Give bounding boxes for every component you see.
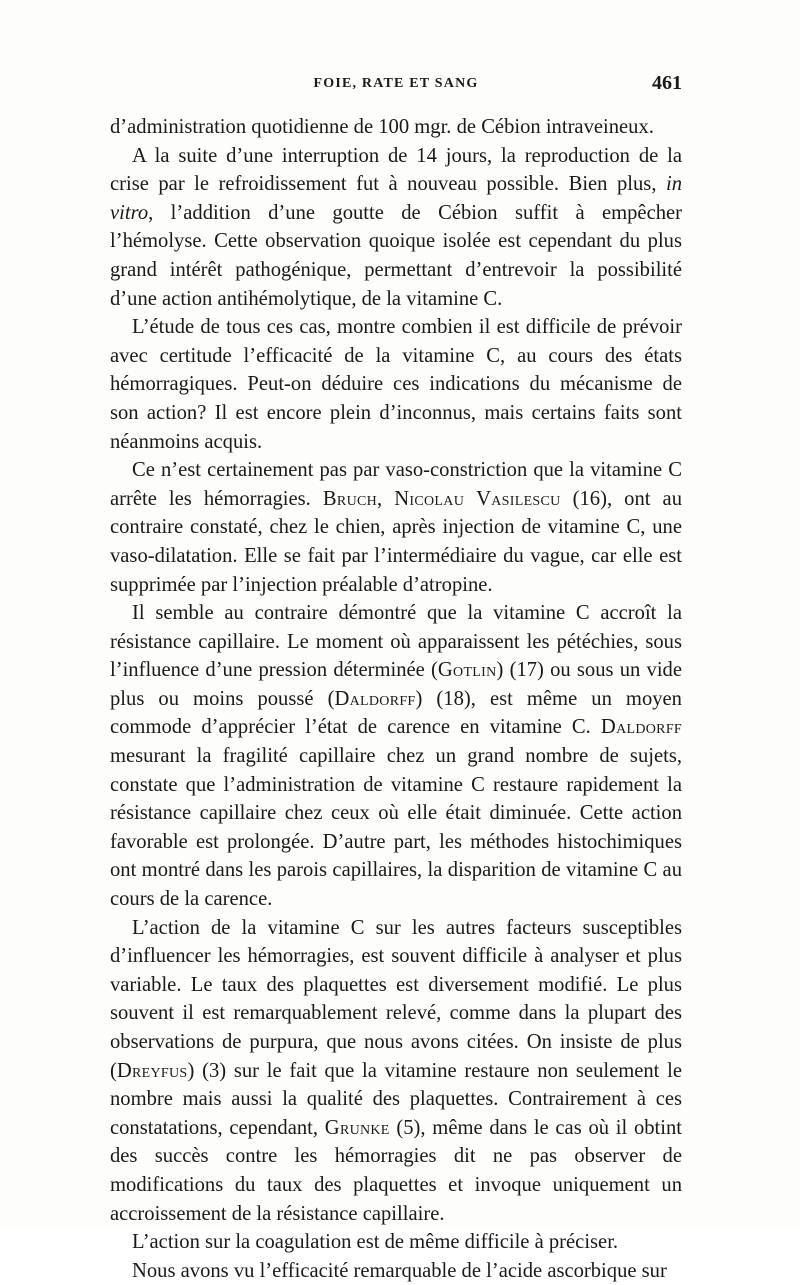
author-name: Nicolau Vasilescu [394,487,561,510]
author-name: Grunke [324,1116,390,1139]
text-run: (5), même dans le cas où il obtint des succès contre les hémorragies dit ne pas observer de modifications du taux des plaquettes et invoque uniquement un accroissement de la résistance capillaire. [110,1116,682,1225]
running-title: FOIE, RATE ET SANG [313,76,479,91]
running-header [110,72,682,102]
text-run: mesurant la fragilité capillaire chez un grand nombre de sujets, constate que l’administration de vitamine C restaure rapidement la résistance capillaire chez ceux où elle était diminuée. Cette action favorable est prolongée. D’autre part, les méthodes histochimiques ont montré dans les parois capillaires, la disparition de vitamine C au cours de la carence. [110,745,682,911]
text-run: L’étude de tous ces cas, montre combien il est difficile de prévoir avec certitude l’efficacité de la vitamine C, au cours des états hémorragiques. Peut-on déduire ces indications du mécanisme de son action? Il est encore plein d’inconnus, mais certains faits sont néanmoins acquis. [110,316,682,453]
paragraph [110,1257,682,1285]
author-name: Daldorff [600,716,682,739]
text-run: Ce n’est certainement pas par vaso-constriction que la vitamine C arrête les hémorragies. [110,459,682,510]
author-name: Dreyfus [116,1059,188,1082]
paragraph [110,313,682,456]
paragraph [110,1228,682,1257]
text-run: A la suite d’une interruption de 14 jours, la reproduction de la crise par le refroidissement fut à nouveau possible. Bien plus, [110,144,682,196]
text-run: L’action de la vitamine C sur les autres facteurs susceptibles d’influencer les hémorragies, est souvent difficile à analyser et plus variable. Le taux des plaquettes est diversement modifié. Le plus souvent il est remarquablement relevé, comme dans la plupart des observations de purpura, que nous avons citées. On insiste de plus ( [110,916,682,1082]
text-run: ) (17) ou sous un vide plus ou moins poussé ( [110,659,682,710]
body-text [110,113,682,1285]
italic-text: in vitro [110,173,682,224]
paragraph [110,914,682,1229]
text-run: , l’addition d’une goutte de Cébion suffit à empêcher l’hémolyse. Cette observation quoique isolée est cependant du plus grand intérêt pathogénique, permettant d’entrevoir la possibilité d’une action antihémolytique, de la vitamine C. [110,201,682,310]
paragraph [110,599,682,914]
paragraph [110,113,682,142]
author-name: Bruch [322,487,378,510]
author-name: Gotlin [437,659,497,682]
page-number: 461 [652,72,682,94]
text-run: Nous avons vu l’efficacité remarquable de l’acide ascorbique sur [132,1259,667,1282]
author-name: Daldorff [334,687,416,710]
text-run: d’administration quotidienne de 100 mgr. de Cébion intraveineux. [110,116,654,138]
text-run: Il semble au contraire démontré que la vitamine C accroît la résistance capillaire. Le moment où apparaissent les pétéchies, sous l’influence d’une pression déterminée ( [110,602,682,682]
text-run: ) (3) sur le fait que la vitamine restaure non seulement le nombre mais aussi la qualité des plaquettes. Contrairement à ces constatations, cependant, [110,1059,682,1139]
text-run: ) (18), est même un moyen commode d’apprécier l’état de carence en vitamine C. [110,687,682,739]
text-run: , [377,487,395,510]
text-run: (16), ont au contraire constaté, chez le chien, après injection de vitamine C, une vaso-dilatation. Elle se fait par l’intermédiaire du vague, car elle est supprimée par l’injection préalable d’atropine. [110,487,682,596]
paragraph [110,456,682,599]
text-run: L’action sur la coagulation est de même difficile à préciser. [132,1231,619,1254]
paragraph [110,142,682,314]
